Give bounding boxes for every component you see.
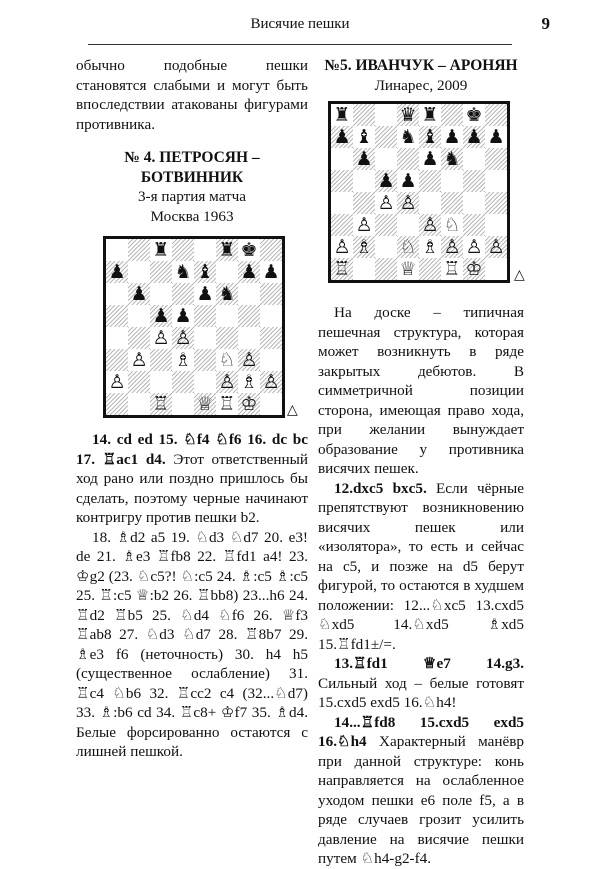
- board-square: [485, 148, 507, 170]
- board-square: [375, 170, 397, 192]
- chess-piece: ♜: [333, 103, 351, 126]
- page-header: [50, 14, 550, 40]
- board-square: [106, 283, 128, 305]
- board-square: [419, 148, 441, 170]
- chess-piece: ♗: [355, 235, 373, 258]
- board-square: [238, 305, 260, 327]
- board-square: [238, 283, 260, 305]
- page-number: 9: [541, 14, 550, 33]
- chess-piece: ♝: [355, 125, 373, 148]
- board-square: [216, 239, 238, 261]
- chess-piece: ♟: [377, 169, 395, 192]
- chess-piece: ♟: [465, 125, 483, 148]
- board-square: [106, 371, 128, 393]
- board-square: [397, 192, 419, 214]
- board-square: [463, 170, 485, 192]
- board-square: [106, 349, 128, 371]
- intro-paragraph: обычно подобные пешки становятся слабыми и могут быть впоследствии атакованы фигурами противника.: [76, 57, 308, 133]
- board-square: [397, 126, 419, 148]
- board-square: [150, 261, 172, 283]
- board-square: [463, 126, 485, 148]
- game5-para2: [318, 479, 524, 655]
- moves-bold: 13.♖fd1 ♕e7 14.g3.: [334, 655, 524, 672]
- chess-piece: ♟: [152, 304, 170, 327]
- board-square: [260, 393, 282, 415]
- board-square: [375, 148, 397, 170]
- board-square: [150, 371, 172, 393]
- board-square: [463, 258, 485, 280]
- board-square: [441, 170, 463, 192]
- board-square: [463, 236, 485, 258]
- board-square: [238, 261, 260, 283]
- board-square: [150, 305, 172, 327]
- board-square: [397, 170, 419, 192]
- chess-piece: ♘: [218, 348, 236, 371]
- board-square: [128, 283, 150, 305]
- board-square: [441, 126, 463, 148]
- game5-para1: На доске – типичная пешечная структура, которая может возникнуть в ряде закрытых дебютов. В симметричной позиции сторона, имеющая право хода, при желании вынуждает образование у противника висячих пешек.: [318, 304, 524, 477]
- board-square: [238, 327, 260, 349]
- game5-para3: [318, 654, 524, 713]
- chess-piece: ♞: [399, 125, 417, 148]
- chess-piece: ♖: [333, 257, 351, 280]
- board-square: [375, 192, 397, 214]
- board-square: [441, 258, 463, 280]
- board-square: [485, 192, 507, 214]
- chess-piece: ♞: [174, 260, 192, 283]
- chess-piece: ♗: [174, 348, 192, 371]
- chess-piece: ♜: [152, 238, 170, 261]
- game5-board-wrap: [328, 101, 525, 283]
- game4-place-year: Москва 1963: [150, 207, 234, 225]
- chessboard-game5: [328, 101, 510, 283]
- board-square: [331, 258, 353, 280]
- chess-piece: ♔: [465, 257, 483, 280]
- board-square: [260, 239, 282, 261]
- board-square: [331, 148, 353, 170]
- board-square: [150, 393, 172, 415]
- board-square: [419, 170, 441, 192]
- board-square: [194, 327, 216, 349]
- chess-piece: ♙: [443, 235, 461, 258]
- game4-board-wrap: [103, 236, 298, 418]
- board-square: [463, 104, 485, 126]
- chess-piece: ♟: [443, 125, 461, 148]
- header-rule: [88, 44, 512, 45]
- comment-text: Сильный ход – белые готовят 15.cxd5 exd5 16.♘h4!: [318, 674, 524, 711]
- chess-piece: ♙: [218, 370, 236, 393]
- board-square: [441, 214, 463, 236]
- board-square: [397, 236, 419, 258]
- board-square: [353, 170, 375, 192]
- left-column: [76, 56, 308, 762]
- board-square: [106, 261, 128, 283]
- board-square: [353, 214, 375, 236]
- board-square: [441, 192, 463, 214]
- board-square: [150, 349, 172, 371]
- chess-piece: ♙: [108, 370, 126, 393]
- chess-piece: ♛: [399, 103, 417, 126]
- board-square: [260, 283, 282, 305]
- right-column: [318, 56, 524, 869]
- board-square: [128, 261, 150, 283]
- chess-piece: ♟: [355, 147, 373, 170]
- board-square: [128, 371, 150, 393]
- chess-piece: ♞: [218, 282, 236, 305]
- board-square: [375, 126, 397, 148]
- board-square: [216, 327, 238, 349]
- board-square: [194, 305, 216, 327]
- board-square: [419, 258, 441, 280]
- chess-piece: ♙: [240, 348, 258, 371]
- chess-piece: ♙: [130, 348, 148, 371]
- board-square: [172, 239, 194, 261]
- board-square: [216, 393, 238, 415]
- board-square: [216, 371, 238, 393]
- chess-piece: ♟: [262, 260, 280, 283]
- board-square: [260, 349, 282, 371]
- board-square: [331, 126, 353, 148]
- board-square: [216, 283, 238, 305]
- board-square: [353, 126, 375, 148]
- board-square: [172, 349, 194, 371]
- chess-piece: ♟: [130, 282, 148, 305]
- board-square: [463, 148, 485, 170]
- board-square: [397, 148, 419, 170]
- board-square: [150, 283, 172, 305]
- board-square: [331, 236, 353, 258]
- comment-text: Характерный манёвр при данной структуре: конь направляется на ослабленное уходом пешки e6 поле f5, а в ряде случаев грозит усилить давление на висячие пешки путем ♘h4-g2-f4.: [318, 733, 524, 867]
- board-square: [172, 371, 194, 393]
- white-to-move-icon: △: [287, 401, 298, 418]
- board-square: [485, 126, 507, 148]
- board-square: [331, 192, 353, 214]
- board-square: [194, 393, 216, 415]
- board-square: [353, 192, 375, 214]
- board-square: [216, 349, 238, 371]
- board-square: [331, 104, 353, 126]
- board-square: [106, 327, 128, 349]
- board-square: [485, 170, 507, 192]
- board-square: [172, 283, 194, 305]
- board-square: [331, 214, 353, 236]
- chess-piece: ♖: [218, 392, 236, 415]
- board-square: [260, 261, 282, 283]
- board-square: [441, 148, 463, 170]
- chess-piece: ♙: [377, 191, 395, 214]
- chess-piece: ♟: [108, 260, 126, 283]
- board-square: [375, 104, 397, 126]
- board-square: [441, 236, 463, 258]
- board-square: [150, 327, 172, 349]
- board-square: [238, 393, 260, 415]
- board-square: [397, 214, 419, 236]
- chess-piece: ♕: [196, 392, 214, 415]
- board-square: [441, 104, 463, 126]
- chess-piece: ♙: [174, 326, 192, 349]
- board-square: [172, 261, 194, 283]
- board-square: [260, 305, 282, 327]
- game5-para4: [318, 713, 524, 869]
- board-square: [353, 148, 375, 170]
- board-square: [260, 371, 282, 393]
- board-square: [485, 104, 507, 126]
- chess-piece: ♕: [399, 257, 417, 280]
- chess-piece: ♜: [421, 103, 439, 126]
- board-square: [238, 349, 260, 371]
- chess-piece: ♙: [152, 326, 170, 349]
- board-square: [172, 393, 194, 415]
- chess-piece: ♙: [465, 235, 483, 258]
- white-to-move-icon: △: [514, 266, 525, 283]
- chess-piece: ♝: [196, 260, 214, 283]
- chess-piece: ♜: [218, 238, 236, 261]
- board-square: [216, 261, 238, 283]
- board-square: [128, 239, 150, 261]
- board-square: [172, 305, 194, 327]
- chess-piece: ♔: [240, 392, 258, 415]
- chess-piece: ♙: [333, 235, 351, 258]
- board-square: [106, 305, 128, 327]
- board-square: [419, 236, 441, 258]
- chess-piece: ♘: [443, 213, 461, 236]
- board-square: [397, 104, 419, 126]
- chess-piece: ♟: [421, 147, 439, 170]
- board-square: [397, 258, 419, 280]
- chess-piece: ♗: [421, 235, 439, 258]
- game5-heading: №5. ИВАНЧУК – АРОНЯН: [324, 57, 518, 74]
- game5-place-year: Линарес, 2009: [374, 76, 468, 94]
- board-square: [463, 214, 485, 236]
- board-square: [419, 104, 441, 126]
- chess-piece: ♙: [421, 213, 439, 236]
- board-square: [106, 239, 128, 261]
- comment-text: Если чёрные препятствуют возникновению висячих пешек или «изолятора», то есть и сейчас на c5, и позже на d5 берут фигурой, то остаются в худшем положении: 12...♘xc5 13.cxd5 ♘xd5 14.♘xd5 ♗xd5 15.♖fd1±/=.: [318, 479, 524, 653]
- chess-piece: ♟: [240, 260, 258, 283]
- chess-piece: ♟: [399, 169, 417, 192]
- board-square: [216, 305, 238, 327]
- chess-piece: ♟: [333, 125, 351, 148]
- chess-piece: ♞: [443, 147, 461, 170]
- board-square: [419, 192, 441, 214]
- board-square: [106, 393, 128, 415]
- game4-moves-para2: 18. ♗d2 a5 19. ♘d3 ♘d7 20. e3! de 21. ♗e3 ♖fb8 22. ♖fd1 a4! 23. ♔g2 (23. ♘c5?! ♘:c5 24. ♗:c5 ♗:c5 25. ♖:c5 ♕:b2 26. ♖bb8) 23...h6 24. ♖d2 ♖b5 25. ♘d4 ♘f6 26. ♕f3 ♖ab8 27. ♘d3 ♘d7 28. ♖8b7 29. ♗e3 f6 (неточность) 30. h4 h5 (существенное ослабление) 31. ♖c4 ♘b6 32. ♖cc2 c4 (32...♘d7) 33. ♗:b6 cd 34. ♖c8+ ♔f7 35. ♗d4. Белые форсированно остаются с лишней пешкой.: [76, 528, 308, 760]
- board-square: [128, 393, 150, 415]
- chess-piece: ♙: [355, 213, 373, 236]
- chess-piece: ♙: [487, 235, 505, 258]
- moves-bold: 14. cd ed 15. ♘f4 ♘f6 16. dc bc 17. ♖ac1 d4.: [76, 431, 308, 468]
- board-square: [128, 327, 150, 349]
- board-square: [172, 327, 194, 349]
- board-square: [353, 104, 375, 126]
- board-square: [419, 126, 441, 148]
- chess-piece: ♗: [240, 370, 258, 393]
- board-square: [238, 371, 260, 393]
- board-square: [331, 170, 353, 192]
- chess-piece: ♝: [421, 125, 439, 148]
- board-square: [375, 258, 397, 280]
- board-square: [485, 258, 507, 280]
- board-square: [375, 214, 397, 236]
- board-square: [375, 236, 397, 258]
- moves-bold: 12.dxc5 bxc5.: [334, 479, 427, 497]
- game4-heading: № 4. ПЕТРОСЯН – БОТВИННИК: [124, 149, 260, 186]
- board-square: [238, 239, 260, 261]
- board-square: [194, 283, 216, 305]
- comment-text: Этот ответственный ход рано или поздно пришлось бы сделать, поэтому черные начинают контригру против пешки b2.: [76, 450, 308, 526]
- board-square: [353, 236, 375, 258]
- board-square: [194, 349, 216, 371]
- chess-piece: ♟: [487, 125, 505, 148]
- board-square: [485, 236, 507, 258]
- chessboard-game4: [103, 236, 285, 418]
- moves-bold: 14...♖fd8 15.cxd5 exd5 16.♘h4: [318, 713, 524, 750]
- game4-subtitle: 3-я партия матча: [137, 188, 247, 205]
- board-square: [463, 192, 485, 214]
- chess-piece: ♟: [196, 282, 214, 305]
- board-square: [128, 305, 150, 327]
- running-title: Висячие пешки: [250, 16, 350, 32]
- chess-piece: ♚: [465, 103, 483, 126]
- board-square: [194, 371, 216, 393]
- board-square: [353, 258, 375, 280]
- chess-piece: ♘: [399, 235, 417, 258]
- board-square: [194, 239, 216, 261]
- board-square: [150, 239, 172, 261]
- board-square: [419, 214, 441, 236]
- board-square: [194, 261, 216, 283]
- chess-piece: ♙: [262, 370, 280, 393]
- chess-piece: ♚: [240, 238, 258, 261]
- chess-piece: ♙: [399, 191, 417, 214]
- chess-piece: ♟: [174, 304, 192, 327]
- game4-moves-para1: [76, 430, 308, 528]
- board-square: [485, 214, 507, 236]
- board-square: [128, 349, 150, 371]
- chess-piece: ♖: [443, 257, 461, 280]
- board-square: [260, 327, 282, 349]
- chess-piece: ♖: [152, 392, 170, 415]
